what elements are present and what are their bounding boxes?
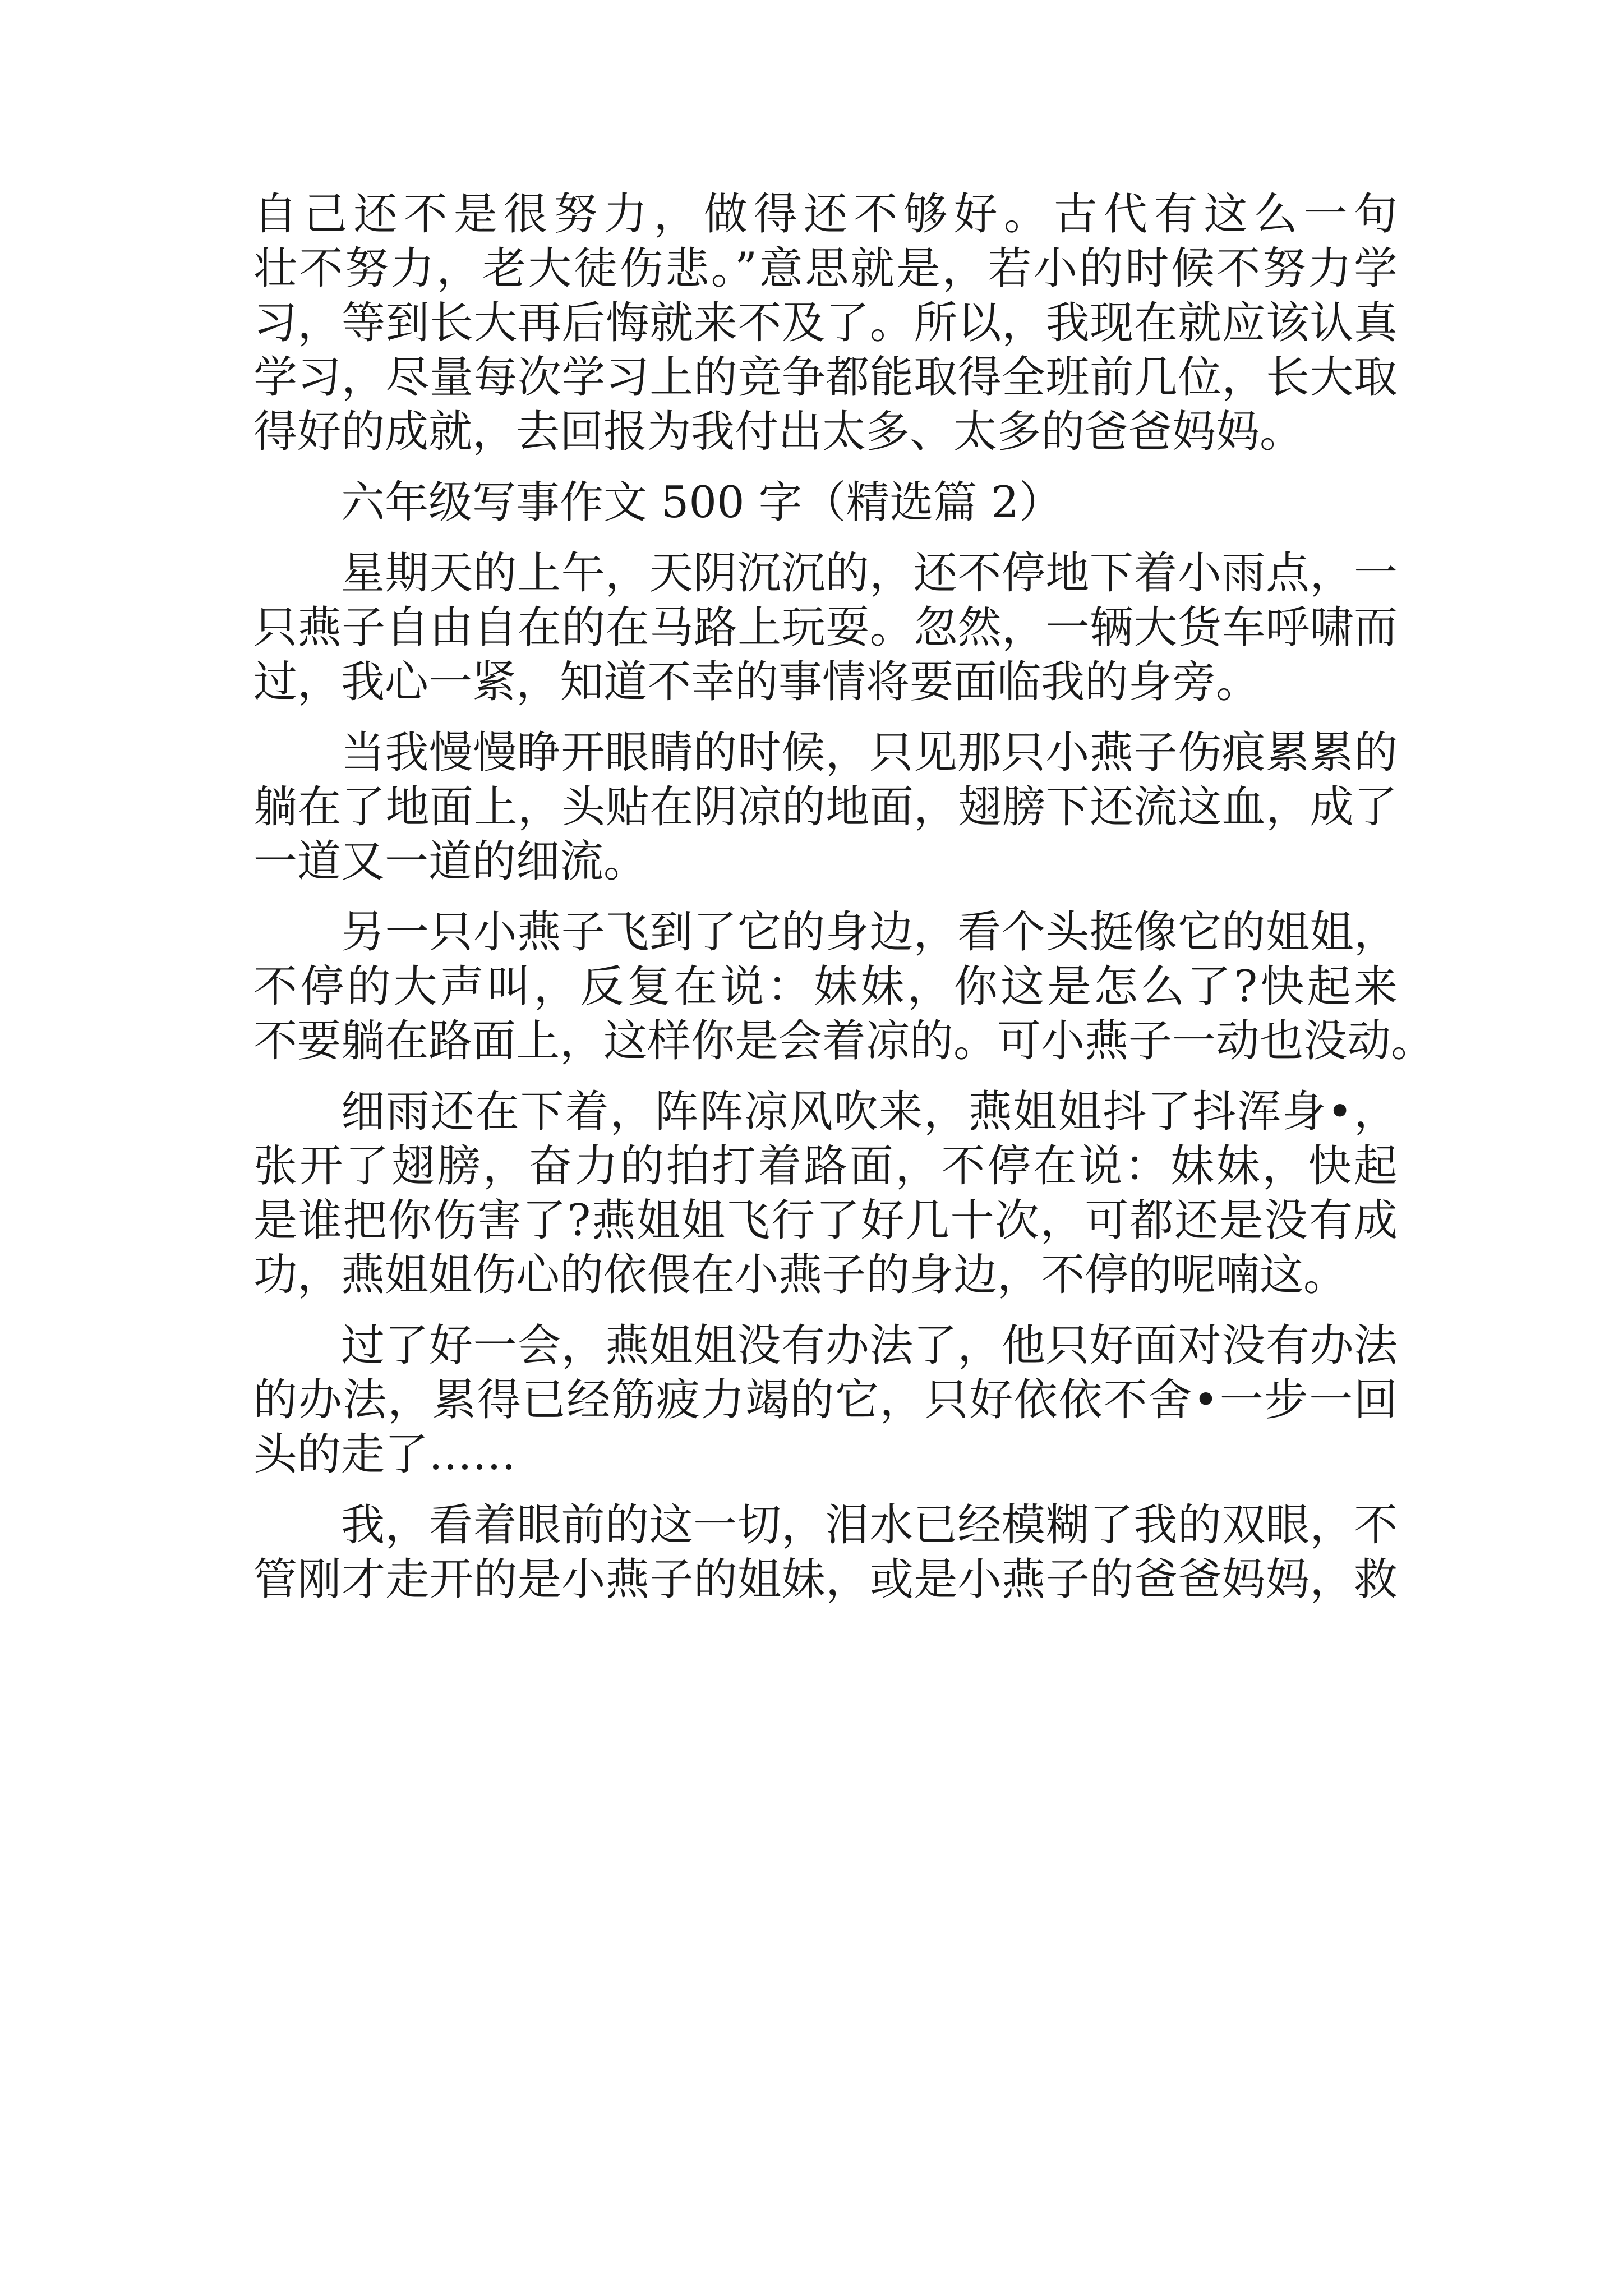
text-line: 躺在了地面上，头贴在阴凉的地面，翅膀下还流这血，成了 <box>253 782 1398 832</box>
text-line: 细雨还在下着，阵阵凉风吹来，燕姐姐抖了抖浑身•， <box>341 1087 1398 1137</box>
text-line: 张开了翅膀，奋力的拍打着路面，不停在说：妹妹，快起 <box>253 1141 1398 1191</box>
text-line: 另一只小燕子飞到了它的身边，看个头挺像它的姐姐， <box>341 907 1398 958</box>
text-line: 功，燕姐姐伤心的依偎在小燕子的身边，不停的呢喃这。 <box>253 1250 1348 1300</box>
text-line: 头的走了…… <box>253 1429 517 1480</box>
text-line: 过了好一会，燕姐姐没有办法了，他只好面对没有办法 <box>341 1320 1398 1371</box>
text-line: 星期天的上午，天阴沉沉的，还不停地下着小雨点，一 <box>341 548 1398 599</box>
text-line: 自己还不是很努力，做得还不够好。古代有这么一句 <box>253 189 1398 240</box>
text-line: 一道又一道的细流。 <box>253 836 648 887</box>
text-line: 不停的大声叫，反复在说：妹妹，你这是怎么了?快起来 <box>253 961 1398 1012</box>
text-line: 过，我心一紧，知道不幸的事情将要面临我的身旁。 <box>253 657 1260 707</box>
text-line: 管刚才走开的是小燕子的姐妹，或是小燕子的爸爸妈妈，救 <box>253 1554 1398 1605</box>
text-line: 当我慢慢睁开眼睛的时候，只见那只小燕子伤痕累累的 <box>341 728 1398 778</box>
text-line: 得好的成就，去回报为我付出太多、太多的爸爸妈妈。 <box>253 407 1304 457</box>
text-line: 是谁把你伤害了?燕姐姐飞行了好几十次，可都还是没有成 <box>253 1195 1398 1246</box>
text-line: 壮不努力，老大徒伤悲。”意思就是，若小的时候不努力学 <box>253 243 1398 294</box>
section-heading: 六年级写事作文 500 字（精选篇 2） <box>341 477 1063 528</box>
text-line: 我，看着眼前的这一切，泪水已经模糊了我的双眼，不 <box>341 1500 1398 1550</box>
text-line: 只燕子自由自在的在马路上玩耍。忽然，一辆大货车呼啸而 <box>253 602 1398 653</box>
text-line: 的办法，累得已经筋疲力竭的它，只好依依不舍•一步一回 <box>253 1375 1398 1425</box>
text-line: 学习，尽量每次学习上的竞争都能取得全班前几位，长大取 <box>253 352 1398 403</box>
text-line: 不要躺在路面上，这样你是会着凉的。可小燕子一动也没动。 <box>253 1016 1435 1066</box>
document-body <box>253 187 1435 1607</box>
text-line: 习，等到长大再后悔就来不及了。所以，我现在就应该认真 <box>253 298 1398 348</box>
